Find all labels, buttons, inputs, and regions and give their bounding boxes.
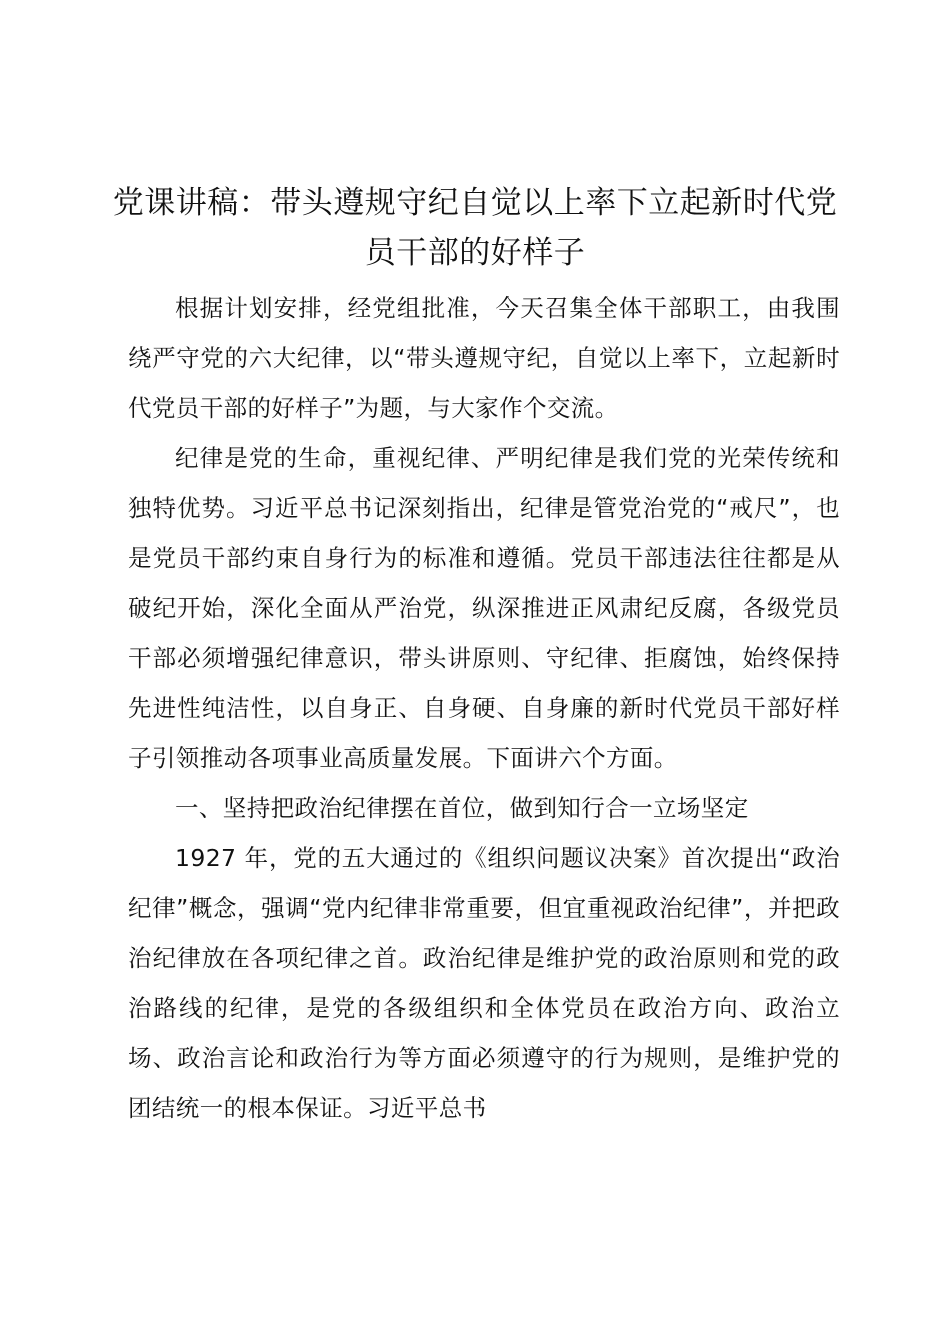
document-title: 党课讲稿：带头遵规守纪自觉以上率下立起新时代党员干部的好样子 — [112, 185, 838, 271]
document-body — [128, 283, 840, 1133]
discipline-paragraph: 纪律是党的生命，重视纪律、严明纪律是我们党的光荣传统和独特优势。习近平总书记深刻指出，纪律是管党治党的“戒尺”，也是党员干部约束自身行为的标准和遵循。党员干部违法往往都是从破纪开始，深化全面从严治党，纵深推进正风肃纪反腐，各级党员干部必须增强纪律意识，带头讲原则、守纪律、拒腐蚀，始终保持先进性纯洁性，以自身正、自身硬、自身廉的新时代党员干部好样子引领推动各项事业高质量发展。下面讲六个方面。 — [128, 444, 840, 772]
section-heading: 一、坚持把政治纪律摆在首位，做到知行合一立场坚定 — [175, 794, 749, 822]
section-paragraph: 1927 年，党的五大通过的《组织问题议决案》首次提出“政治纪律”概念，强调“党内纪律非常重要，但宜重视政治纪律”，并把政治纪律放在各项纪律之首。政治纪律是维护党的政治原则和党的政治路线的纪律，是党的各级组织和全体党员在政治方向、政治立场、政治言论和政治行为等方面必须遵守的行为规则，是维护党的团结统一的根本保证。习近平总书 — [128, 844, 840, 1122]
intro-paragraph: 根据计划安排，经党组批准，今天召集全体干部职工，由我围绕严守党的六大纪律，以“带头遵规守纪，自觉以上率下，立起新时代党员干部的好样子”为题，与大家作个交流。 — [128, 294, 840, 422]
